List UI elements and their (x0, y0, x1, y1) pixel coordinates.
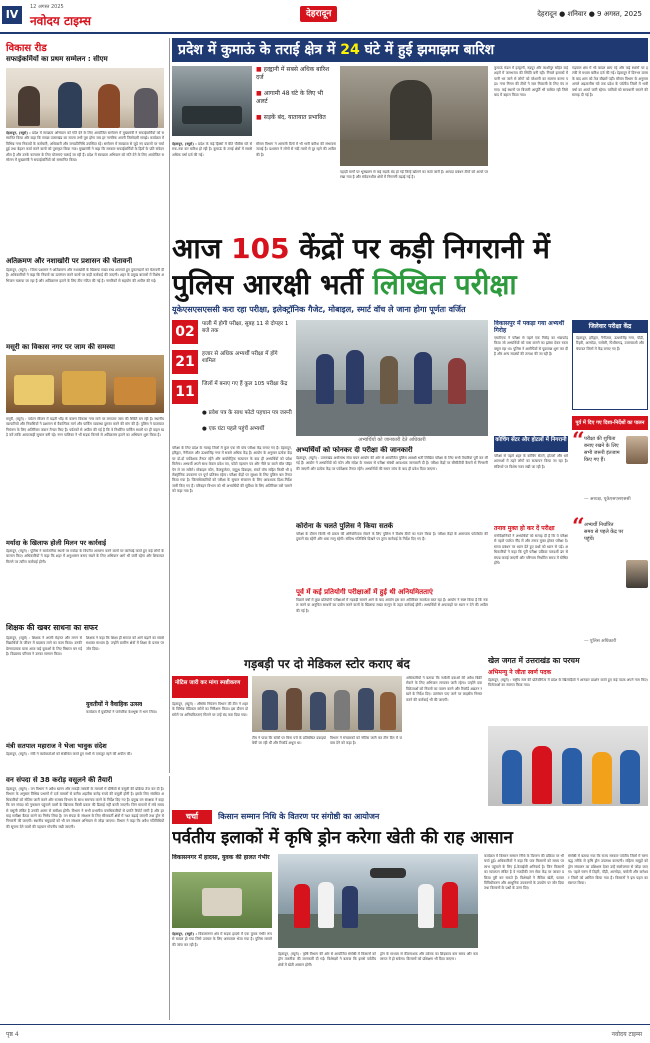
right-photo (488, 726, 648, 806)
main-body-1: देहरादून, (ब्यूरो) : उत्तराखंड अधीनस्थ सेवा चयन आयोग की ओर से आयोजित पुलिस आरक्षी भर्ती लिखित परीक्षा के लिए सभी तैयारियां पूरी कर ली गई हैं। आयोग ने अभ्यर्थियों को फोन और संदेश के माध्यम से परीक्षा संबंधी आवश्यक जानकारी दी है। परीक्षा केंद्रों पर सीसीटीवी कैमरों से निगरानी की जाएगी और प्रत्येक केंद्र पर पर्यवेक्षक तैनात रहेंगे। अभ्यर्थियों की सघन जांच के बाद ही प्रवेश दिया जाएगा। (296, 456, 488, 471)
quote-attr-2: — पुलिस अधिकारी (584, 639, 617, 644)
main-headline-line1: आज 105 केंद्रों पर कड़ी निगरानी में (172, 232, 550, 265)
right-body: देहरादून, (ब्यूरो) : राष्ट्रीय स्तर की प्रतियोगिता में प्रदेश के खिलाड़ियों ने शानदार प्रदर्शन करते हुए कई पदक अपने नाम किए। विजेताओं का स्वागत किया गया। (488, 678, 648, 688)
medical-body-1: देहरादून, (ब्यूरो) : औषधि नियंत्रण विभाग की टीम ने शहर के विभिन्न मेडिकल स्टोरों का निरीक्षण किया। इस दौरान दो स्टोरों पर अनियमितताएं मिलने पर उन्हें बंद करा दिया गया। (172, 702, 248, 717)
fact-text: पाली में होगी परीक्षा, सुबह 11 से दोपहर 1 बजे तक (202, 321, 289, 334)
bullet-item: ■ हल्द्वानी में सबसे अधिक बारिश दर्ज (256, 66, 330, 81)
medical-body-3: विभाग ने संचालकों को नोटिस जारी कर तीन दिन में जवाब देने को कहा है। (330, 736, 402, 746)
left-story5-head: शिक्षक की खबर साधना का सफर (6, 623, 98, 632)
main-body-2: परीक्षा के दौरान किसी भी प्रकार की अनियमितता रोकने के लिए पुलिस ने विशेष टीमों का गठन किया है। परीक्षा केंद्रों के आसपास फोटोस्टेट की दुकानें बंद रहेंगी और धारा लागू रहेगी। संदिग्ध गतिविधि दिखने पर तुरंत कार्रवाई के निर्देश दिए गए हैं। (296, 532, 488, 542)
left-story3-head: मसूरी का विकास नगर पर जाम की समस्या (6, 343, 115, 351)
footer (0, 1024, 650, 1043)
masthead-dateline: देहरादून ● शनिवार ● 9 अगस्त, 2025 (537, 10, 642, 18)
main-mid-sub3: तनाव मुक्त हो कर दें परीक्षा (494, 525, 555, 532)
top-banner-body-col1: देहरादून, (ब्यूरो) : प्रदेश के कई हिस्सों में बीते चौबीस घंटे से रुक-रुक कर बारिश हो रही है। कुमाऊं के तराई क्षेत्रों में सबसे अधिक वर्षा दर्ज की गई। (172, 142, 252, 157)
quote-text-1: परीक्षा की शुचिता बनाए रखने के लिए सभी जरूरी इंतजाम किए गए हैं। (584, 436, 620, 463)
main-photo (296, 320, 488, 436)
top-banner-body-col4: कुमाऊं मंडल में हल्द्वानी, रुद्रपुर और काशीपुर सहित कई शहरों में जलभराव की स्थिति बनी रही। निचले इलाकों में पानी भर जाने से लोगों को परेशानी का सामना करना पड़ा। नगर निगम की टीमों ने जल निकासी के लिए पंप लगाए। कई स्थानों पर बिजली आपूर्ति भी बाधित रही जिसे बाद में बहाल किया गया। (494, 66, 568, 98)
fact-number: 11 (172, 380, 198, 404)
left-photo-1 (6, 68, 164, 128)
main-mid-body3: मनोवैज्ञानिकों ने अभ्यर्थियों को सलाह दी है कि वे परीक्षा से पहले पर्याप्त नींद लें और तनाव मुक्त होकर परीक्षा दें। समय प्रबंधन पर ध्यान देते हुए प्रश्नों को ध्यान से पढ़ें। अधिकारियों ने कहा कि पूरी परीक्षा प्रक्रिया पारदर्शी ढंग से संपन्न कराई जाएगी और परिणाम निर्धारित समय में घोषित होंगे। (494, 534, 568, 566)
left-story4-head: मर्यादा के खिलाफ होली मिलन पर कार्रवाई (6, 539, 107, 547)
medical-body-4: अधिकारियों ने बताया कि नशीली दवाओं की अवैध बिक्री रोकने के लिए अभियान लगातार जारी रहेगा। उन्होंने दवा विक्रेताओं को नियमों का पालन करने और रिकॉर्ड अद्यतन रखने के निर्देश दिए। उल्लंघन पाए जाने पर लाइसेंस निरस्त करने की कार्रवाई भी की जाएगी। (406, 676, 482, 702)
main-photo-caption: अभ्यर्थियों को जानकारी देते अधिकारी (358, 437, 426, 443)
left-story3-body: मसूरी, (ब्यूरो) : पर्यटन सीजन में बढ़ती भीड़ के कारण विकास नगर मार्ग पर लगातार जाम की स्थिति बन रही है। स्थानीय व्यापारियों और निवासियों ने प्रशासन से वैकल्पिक मार्ग और पार्किंग व्यवस्था दुरुस्त करने की मांग की है। पुलिस ने यातायात नियंत्रण के लिए अतिरिक्त जवान तैनात किए हैं। पर्यटकों से अपील की गई है कि वे निर्धारित पार्किंग स्थलों पर ही वाहन खड़े करें ताकि आवाजाही सुचारु बनी रहे। नगर पालिका ने भी सड़क किनारे से अतिक्रमण हटाने का अभियान शुरू किया है। (6, 417, 164, 438)
top-banner (172, 38, 648, 228)
fact-box-1 (172, 320, 292, 344)
quote-mark: “ (572, 428, 585, 454)
left-byline-1: देहरादून, (ब्यूरो) : प्रदेश में स्वच्छता अभियान को गति देने के लिए आयोजित सम्मेलन में मुख्यमंत्री ने सफाईकर्मियों को सम्मानित किया और कहा कि स्वच्छ उत्तराखंड का सपना तभी पूरा होगा जब हर नागरिक अपनी जिम्मेदारी समझे। कार्यक्रम में विभिन्न नगर निकायों के कर्मचारी, अधिकारी और जनप्रतिनिधि उपस्थित रहे। सम्मेलन में स्वच्छता से जुड़े नए प्रयासों पर चर्चा हुई तथा बेहतर कार्य करने वालों को पुरस्कृत किया गया। मुख्यमंत्री ने कहा कि सरकार सफाईकर्मियों के हितों के प्रति संवेदनशील है और उनके कल्याण के लिए योजनाएं चलाई जा रही हैं। प्रदेश में स्वच्छता अभियान को गति देने के लिए आयोजित सम्मेलन में मुख्यमंत्री ने सफाईकर्मियों को सम्मानित किया। (6, 131, 164, 163)
bottom-left-photo (172, 872, 272, 928)
left-subhead: सफाईकर्मियों का प्रथम सम्मेलन : सीएम (6, 55, 108, 63)
top-banner-body-col2: मौसम विभाग ने आगामी दिनों में भी भारी बारिश की संभावना जताई है। प्रशासन ने लोगों से नदी-नालों से दूर रहने की अपील की है। (256, 142, 336, 157)
left-story4-body: देहरादून, (ब्यूरो) : पुलिस ने सार्वजनिक स्थलों पर मर्यादा के विपरीत आचरण करने वालों पर कार्रवाई करते हुए कई लोगों के चालान किए। अधिकारियों ने कहा कि शहर में अनुशासन बनाए रखने के लिए अभियान आगे भी जारी रहेगा और शिकायत मिलने पर त्वरित कार्रवाई होगी। (6, 549, 164, 564)
top-banner-headline: प्रदेश में कुमाऊं के तराई क्षेत्र में 24 घंटे में हुई झमाझम बारिश (172, 38, 648, 62)
fact-box-3 (172, 380, 292, 404)
main-subhead-2: कोरोना के चलते पुलिस ने किया सतर्क (296, 522, 394, 530)
masthead-paper-name: नवोदय टाइम्स (30, 14, 92, 28)
main-body-left: परीक्षा के लिए प्रदेश के ग्यारह जिलों में कुल एक सौ पांच परीक्षा केंद्र बनाए गए हैं। देहरादून, हरिद्वार, नैनीताल और ऊधमसिंह नगर में सबसे अधिक केंद्र हैं। आयोग के अनुसार प्रत्येक केंद्र पर दो-दो पर्यवेक्षक तैनात रहेंगे और बायोमेट्रिक सत्यापन के बाद ही अभ्यर्थियों को प्रवेश मिलेगा। अभ्यर्थी अपने साथ केवल प्रवेश पत्र, फोटो पहचान पत्र और नीले या काले बॉल पॉइंट पेन ले जा सकेंगे। मोबाइल फोन, कैलकुलेटर, ब्लूटूथ डिवाइस, स्मार्ट वॉच सहित किसी भी इलेक्ट्रॉनिक उपकरण पर पूर्ण प्रतिबंध रहेगा। परीक्षा केंद्रों पर सुरक्षा के लिए पुलिस बल तैनात किया गया है। जिलाधिकारियों को परीक्षा के सुचारु संचालन के लिए आवश्यक दिशा-निर्देश जारी किए गए हैं। परिवहन विभाग को भी अभ्यर्थियों की सुविधा के लिए अतिरिक्त बसें चलाने को कहा गया है। (172, 446, 292, 494)
bullet-item: ■ सड़कें बंद, यातायात प्रभावित (256, 114, 326, 121)
quote-attr-1: — अध्यक्ष, यूकेएसएसएससी (584, 497, 631, 502)
main-headline-highlight: लिखित परीक्षा (372, 268, 517, 301)
edition-tag: देहरादून (300, 6, 337, 22)
quote-block-2 (572, 514, 648, 652)
left-story2-body: देहरादून, (ब्यूरो) : जिला प्रशासन ने अतिक्रमण और नशाखोरी के खिलाफ सख्त रुख अपनाते हुए दुकानदारों को चेतावनी दी है। अधिकारियों ने कहा कि नियमों का उल्लंघन करने वालों पर कड़ी कार्रवाई की जाएगी। शहर के प्रमुख बाजारों में विशेष अभियान चलाया जा रहा है और अतिक्रमण हटाने के लिए टीम गठित की गई है। नागरिकों से सहयोग की अपील की गई। (6, 268, 164, 283)
main-mid-body: एसटीएफ ने परीक्षा से पहले एक गिरोह का भंडाफोड़ किया जो अभ्यर्थियों को पास कराने का झांसा देकर रकम वसूल रहा था। पुलिस ने आरोपियों से पूछताछ शुरू कर दी है और अन्य सदस्यों की तलाश की जा रही है। (494, 336, 568, 357)
fact-text: जिलों में बनाए गए हैं कुल 105 परीक्षा केंद्र (202, 381, 288, 387)
top-banner-body-col5: गढ़वाल क्षेत्र में भी बादल छाए रहे और कई स्थानों पर हल्की से मध्यम बारिश दर्ज की गई। देहरादून में दिनभर उमस के बाद शाम को तेज बौछारें पड़ीं। मौसम विभाग के अनुसार अगले अड़तालीस घंटे तक प्रदेश के पर्वतीय जिलों में भारी वर्षा का अलर्ट जारी रहेगा। यात्रियों को सावधानी बरतने की सलाह दी गई है। (572, 66, 648, 98)
medical-body-2: टीम ने पाया कि स्टोरों पर बिना पर्चे के प्रतिबंधित दवाइयां बेची जा रही थीं और रिकॉर्ड अधूरा था। (252, 736, 326, 746)
top-banner-photo-1 (172, 66, 252, 136)
right-sub: अभिमन्यु ने जीता स्वर्ण पदक (488, 669, 552, 676)
left-story5-body-c: कार्यक्रम में युवतियों ने पारंपरिक वेशभूषा में भाग लिया। (86, 710, 158, 714)
medical-sub: नोटिस जारी कर मांगा स्पष्टीकरण (172, 676, 248, 698)
official-photo-1 (626, 436, 648, 464)
main-mid-body2: परीक्षा से पहले शहर के कोचिंग सेंटरों, होटलों और धर्मशालाओं में ठहरे लोगों का सत्यापन किया जा रहा है। संदिग्धों पर विशेष नजर रखी जा रही है। (494, 454, 568, 469)
left-story5-body-b: शिक्षक ने कहा कि शिक्षा ही समाज को आगे बढ़ाने का सबसे सशक्त माध्यम है। उन्होंने ग्रामीण क्षेत्रों में शिक्षा के प्रसार पर जोर दिया। (86, 636, 164, 651)
masthead-rule (0, 32, 650, 34)
top-banner-body-col3: पहाड़ी मार्गों पर भूस्खलन से कई सड़कें बंद हो गईं जिन्हें खोलने का कार्य जारी है। आपदा प्रबंधन टीमों को अलर्ट पर रखा गया है और संवेदनशील क्षेत्रों में निगरानी बढ़ाई गई है। (340, 170, 488, 180)
fact-bullet: ● एक घंटा पहले पहुंचें अभ्यर्थी (202, 426, 265, 432)
left-story7-head: मंत्री सतपाल महाराज ने भेजा भावुक संदेश (6, 742, 107, 750)
main-subhead-1: अभ्यर्थियों को फोनकर दी परीक्षा की जानकारी (296, 446, 413, 454)
footer-right: नवोदय टाइम्स (611, 1031, 642, 1038)
left-story7-body: देहरादून, (ब्यूरो) : मंत्री ने कार्यकर्ताओं को संबोधित करते हुए सभी से एकजुट रहने की अपील की। (6, 752, 132, 756)
exam-centres-list: देहरादून, हरिद्वार, नैनीताल, ऊधमसिंह नगर, पौड़ी, टिहरी, अल्मोड़ा, चमोली, पिथौरागढ़, उत्तरकाशी और चंपावत जिलों में केंद्र बनाए गए हैं। (576, 336, 644, 351)
quote-mark: “ (572, 514, 585, 540)
medical-photo (252, 676, 402, 732)
fact-number: 21 (172, 350, 198, 374)
masthead-small-date: 12 अगस्त 2025 (30, 4, 64, 10)
right-story (488, 656, 648, 806)
left-story2-head: अतिक्रमण और नशाखोरी पर प्रशासन की चेतावनी (6, 257, 133, 265)
bottom-left-head: विकासनगर में हादसा, युवक की हालत गंभीर (172, 854, 270, 861)
bottom-left-divider (169, 776, 170, 1020)
bottom-body-2: ड्रोन के माध्यम से कीटनाशक और उर्वरक का छिड़काव कम समय और कम लागत में हो सकेगा। किसानों को प्रशिक्षण भी दिया जाएगा। (380, 952, 478, 962)
bottom-tag: चर्चा (172, 810, 212, 824)
main-mid-head: विकासपुर में पकड़ा गया अभ्यर्थी गिरोह (494, 320, 565, 334)
main-mid-sub1: कोचिंग सेंटर और होटलों में निगरानी (494, 436, 568, 452)
main-headline-line2: पुलिस आरक्षी भर्ती लिखित परीक्षा (172, 268, 517, 301)
bottom-story (172, 810, 648, 1020)
fact-text: हजार से अधिक अभ्यर्थी परीक्षा में होंगे शामिल (202, 351, 278, 364)
bottom-body-4: संगोष्ठी में बताया गया कि राज्य सरकार पर्वतीय जिलों में चरणबद्ध तरीके से कृषि ड्रोन उपलब्ध कराएगी। महिला समूहों को ड्रोन संचालन का प्रशिक्षण देकर उन्हें स्वरोजगार से जोड़ा जाएगा। पहले चरण में टिहरी, पौड़ी, अल्मोड़ा, चमोली और बागेश्वर जिलों को शामिल किया गया है। किसानों ने इस पहल का स्वागत किया। (568, 854, 648, 886)
section-label: विकास रीड (6, 43, 47, 54)
bottom-photo (278, 854, 478, 948)
left-story5-body-a: देहरादून, (ब्यूरो) : शिक्षक ने अपनी मेहनत और लगन से विद्यार्थियों के जीवन में बदलाव लाने का काम किया। उनकी प्रेरणादायक यात्रा आज कई युवाओं के लिए मिसाल बन गई है। विद्यालय परिवार ने उनका सम्मान किया। (6, 636, 82, 657)
medical-headline: गड़बड़ी पर दो मेडिकल स्टोर कराए बंद (244, 657, 410, 671)
left-story8-head: वन संपदा से 38 करोड़ वसूलने की तैयारी (6, 776, 113, 784)
fact-bullet: ● प्रवेश पत्र के साथ फोटो पहचान पत्र जरूरी (202, 410, 292, 416)
medical-story (172, 656, 482, 806)
main-subhead-3: पूर्व में कई प्रतियोगी परीक्षाओं में हुई थी अनियमितताएं (296, 588, 433, 596)
bottom-body-3: कार्यक्रम में किसान सम्मान निधि के वितरण की प्रक्रिया पर भी चर्चा हुई। अधिकारियों ने कहा कि पात्र किसानों को समय पर लाभ पहुंचाने के लिए ई-केवाईसी अनिवार्य है। जिन किसानों का सत्यापन लंबित है वे नजदीकी जन सेवा केंद्र पर जाकर प्रक्रिया पूरी कर सकते हैं। विशेषज्ञों ने जैविक खेती, फसल विविधीकरण और आधुनिक उपकरणों के उपयोग पर जोर दिया तथा किसानों के प्रश्नों के उत्तर दिए। (484, 854, 564, 891)
left-column (4, 38, 167, 773)
masthead (0, 0, 650, 36)
top-banner-headline-number: 24 (340, 42, 360, 58)
quote-text-2: अभ्यर्थी निर्धारित समय से पहले केंद्र पर पहुंचें। (584, 522, 624, 542)
main-story (172, 232, 648, 652)
main-mid-sub4: पूर्व में दिए गए दिशा-निर्देशों का पालन (572, 416, 648, 430)
exam-centres-box (572, 320, 648, 410)
official-photo-2 (626, 560, 648, 588)
footer-left: पृष्ठ 4 (6, 1031, 19, 1038)
main-deck: यूकेएसएसएससी करा रहा परीक्षा, इलेक्ट्रॉनिक गैजेट, मोबाइल, स्मार्ट वॉच ले जाना होगा पूर्णतः वर्जित (172, 305, 466, 314)
fact-number: 02 (172, 320, 198, 344)
top-banner-photo-2 (340, 66, 488, 166)
left-bottom-story (4, 776, 167, 1016)
right-headline: खेल जगत में उत्तराखंड का परचम (488, 656, 580, 665)
bottom-headline: पर्वतीय इलाकों में कृषि ड्रोन करेगा खेती की राह आसान (172, 828, 513, 848)
left-story8-body: देहरादून, (ब्यूरो) : वन विभाग ने अवैध खनन और लकड़ी तस्करी के मामलों में दोषियों से वसूली की प्रक्रिया तेज कर दी है। विभाग के अनुसार विभिन्न प्रभागों में दर्ज मामलों से करीब अड़तीस करोड़ रुपये की वसूली होनी है। इसके लिए संबंधित अधिकारियों को नोटिस जारी करने और राजस्व विभाग के साथ समन्वय करने के निर्देश दिए गए हैं। प्रमुख वन संरक्षक ने कहा कि वन संपदा को नुकसान पहुंचाने वालों के खिलाफ किसी प्रकार की ढिलाई नहीं बरती जाएगी। जिन मामलों में लंबे समय से वसूली लंबित है उनकी अलग से समीक्षा होगी। विभाग ने सभी प्रभागीय वनाधिकारियों से प्रगति रिपोर्ट मांगी है और हर माह समीक्षा बैठक करने का निर्णय लिया है। वन संपदा के संरक्षण के लिए सीमावर्ती क्षेत्रों में गश्त बढ़ाई जाएगी तथा ड्रोन से निगरानी की जाएगी। स्थानीय समुदायों को भी वन संरक्षण अभियान से जोड़ा जाएगा। विभाग ने कहा कि अवैध गतिविधियों की सूचना देने वालों की पहचान गोपनीय रखी जाएगी। (6, 787, 164, 829)
bottom-kicker: किसान सम्मान निधि के वितरण पर संगोष्ठी का आयोजन (218, 812, 380, 821)
main-body-3: पिछले वर्षों में कुछ प्रतियोगी परीक्षाओं में गड़बड़ी सामने आने के बाद आयोग इस बार अतिरिक्त सतर्कता बरत रहा है। आयोग ने स्पष्ट किया है कि नकल करने या अनुचित साधनों का प्रयोग करने वालों के खिलाफ सख्त कानून के तहत कार्रवाई होगी। अभ्यर्थियों से अफवाहों पर ध्यान न देने की अपील की गई है। (296, 598, 488, 613)
bottom-body-1: देहरादून, (ब्यूरो) : कृषि विभाग की ओर से आयोजित संगोष्ठी में किसानों को ड्रोन तकनीक की जानकारी दी गई। विशेषज्ञों ने बताया कि इससे पर्वतीय क्षेत्रों में खेती आसान होगी। (278, 952, 376, 967)
top-banner-bullets (256, 66, 334, 136)
bottom-left-body: देहरादून, (ब्यूरो) : विकासनगर क्षेत्र में सड़क हादसे में एक युवक गंभीर रूप से घायल हो गया जिसे उपचार के लिए अस्पताल भेजा गया है। पुलिस मामले की जांच कर रही है। (172, 932, 272, 947)
bullet-item: ■ आगामी 48 घंटे के लिए भी अलर्ट (256, 90, 324, 105)
quote-block-1 (572, 428, 648, 514)
left-photo-2 (6, 355, 164, 413)
main-headline-number: 105 (231, 232, 290, 265)
exam-centres-title: जिलेवार परीक्षा केंद्र (573, 321, 647, 333)
left-sub6: युवतीयों ने वैवाहिक उत्सव (86, 701, 143, 708)
left-column-divider (169, 38, 170, 773)
page-number-badge: IV (2, 6, 22, 24)
fact-box-2 (172, 350, 292, 374)
